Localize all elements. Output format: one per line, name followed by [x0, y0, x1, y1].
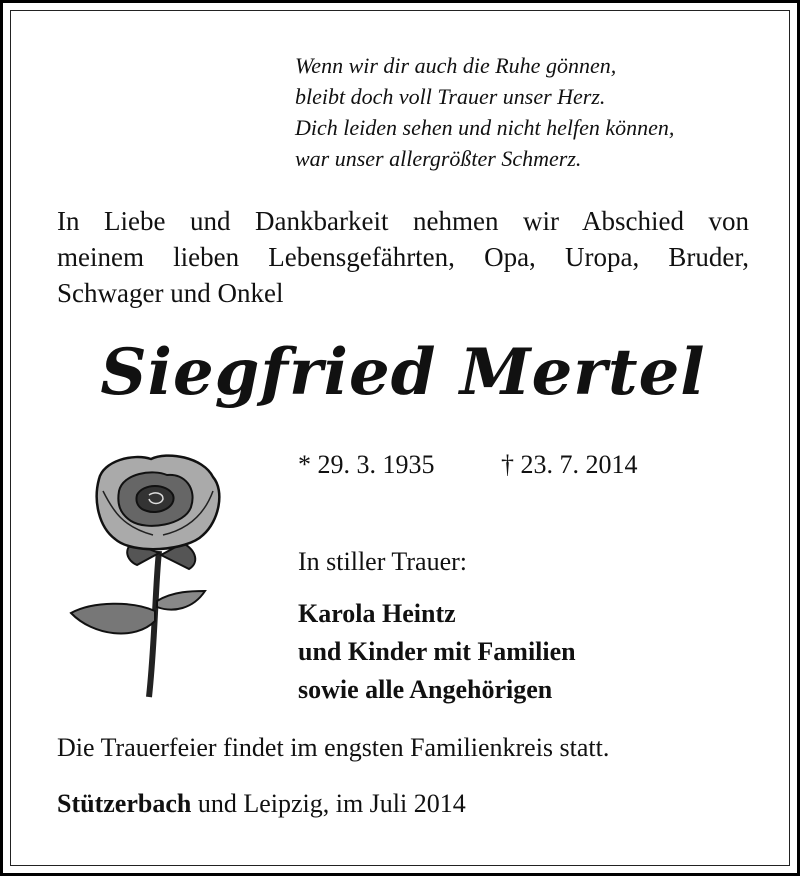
mourner-line: Karola Heintz [298, 599, 456, 628]
deceased-name: Siegfried Mertel [100, 335, 706, 410]
intro-line: In Liebe und Dankbarkeit nehmen wir Abschied von [57, 206, 749, 236]
death-date: † 23. 7. 2014 [501, 450, 638, 479]
poem-line: Dich leiden sehen und nicht helfen können, [295, 115, 675, 140]
intro-line: meinem lieben Lebensgefährten, Opa, Uropa, Bruder, [57, 242, 749, 272]
intro-line: Schwager und Onkel [57, 278, 284, 308]
place-and-date [57, 789, 466, 819]
poem-line: bleibt doch voll Trauer unser Herz. [295, 84, 606, 109]
place-rest: und Leipzig, im Juli 2014 [191, 789, 466, 818]
mourning-heading: In stiller Trauer: [298, 547, 467, 576]
town-name: Stützerbach [57, 789, 192, 818]
poem-line: Wenn wir dir auch die Ruhe gönnen, [295, 53, 617, 78]
mourner-line: sowie alle Angehörigen [298, 675, 553, 704]
mourners-list [298, 595, 576, 709]
poem-line: war unser allergrößter Schmerz. [295, 146, 582, 171]
birth-date: * 29. 3. 1935 [298, 450, 435, 479]
rose-icon [63, 451, 233, 703]
intro-text [57, 203, 749, 311]
mourner-line: und Kinder mit Familien [298, 637, 576, 666]
funeral-note: Die Trauerfeier findet im engsten Familienkreis statt. [57, 733, 610, 762]
poem [295, 50, 674, 174]
life-dates [298, 450, 638, 480]
